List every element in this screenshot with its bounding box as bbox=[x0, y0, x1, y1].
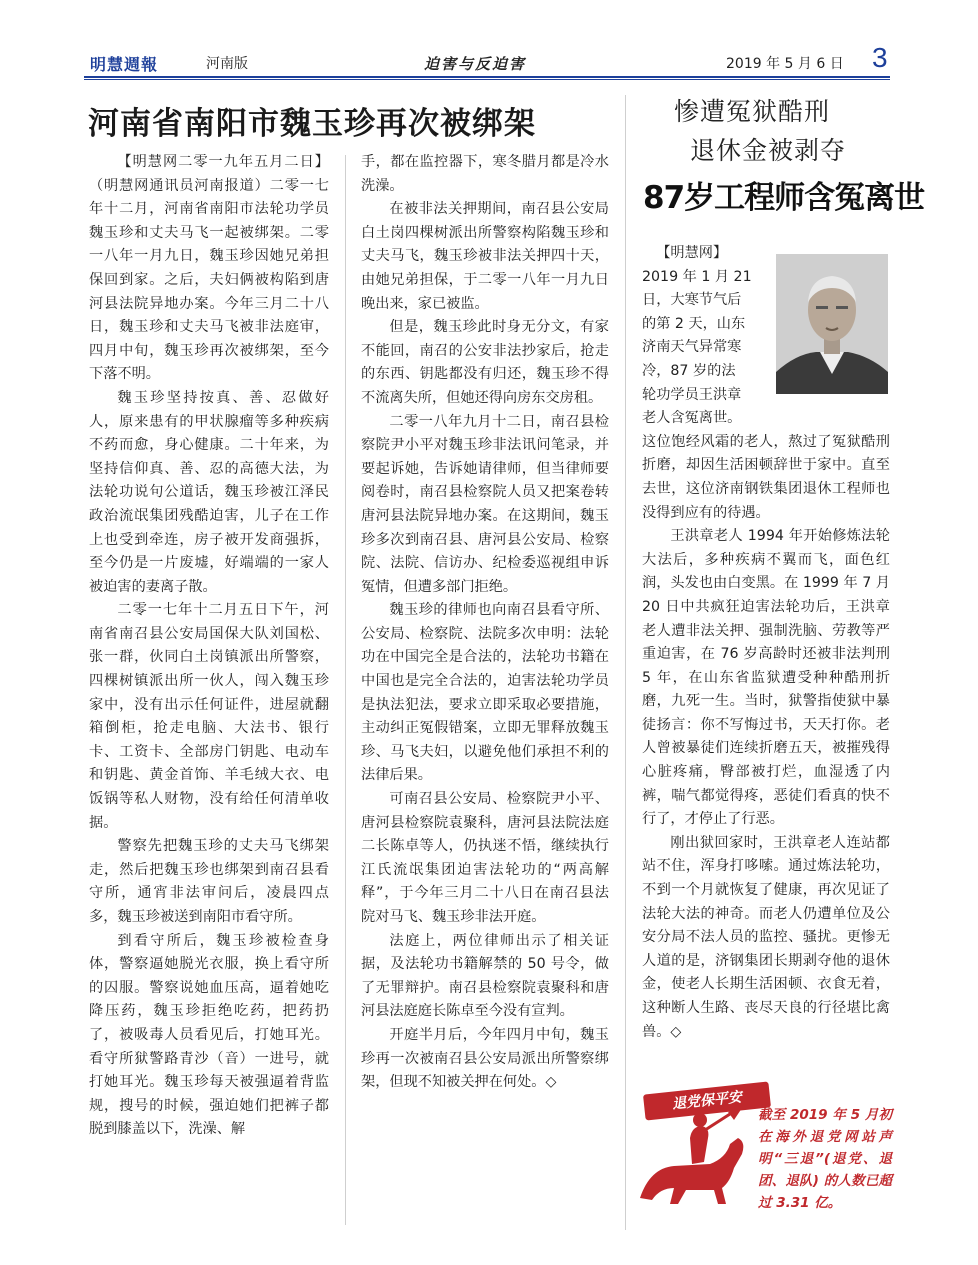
page-number: 3 bbox=[872, 42, 888, 73]
article-paragraph: 在被非法关押期间，南召县公安局白土岗四棵树派出所警察构陷魏玉珍和丈夫马飞，魏玉珍被非法关押四十天，由她兄弟担保，于二零一八年一月九日晚出来，家已被监。 bbox=[361, 201, 609, 312]
text-line: 日，大寒节气后 bbox=[642, 292, 742, 309]
article-paragraph: 二零一八年九月十二日，南召县检察院尹小平对魏玉珍非法讯问笔录，并要起诉她，告诉她请律师，但当律师要阅卷时，南召县检察院人员又把案卷转唐河县法院异地办案。在这期间，魏玉珍多次到南召县、唐河县公安局、检察院、法院、信访办、纪检委巡视组申诉冤情，但遭多部门拒绝。 bbox=[361, 413, 609, 595]
article-paragraph: 魏玉珍的律师也向南召县看守所、公安局、检察院、法院多次申明：法轮功在中国完全是合法的，法轮功书籍在中国也是完全合法的，迫害法轮功学员是执法犯法，要求立即采取必要措施，主动纠正冤假错案，立即无罪释放魏玉珍、马飞夫妇，以避免他们承担不利的法律后果。 bbox=[361, 602, 609, 784]
article-paragraph: 魏玉珍坚持按真、善、忍做好人，原来患有的甲状腺瘤等多种疾病不药而愈，身心健康。二十年来，为坚持信仰真、善、忍的高德大法，为法轮功说句公道话，魏玉珍被江泽民政治流氓集团残酷迫害，儿子在工作上也受到牵连，房子被开发商强拆，至今仍是一片废墟，好端端的一家人被迫害的妻离子散。 bbox=[89, 389, 329, 595]
text-line: 【明慧网】 bbox=[656, 245, 728, 261]
masthead bbox=[84, 44, 890, 74]
article-paragraph: 开庭半月后，今年四月中旬，魏玉珍再一次被南召县公安局派出所警察绑架，但现不知被关押在何处。◇ bbox=[361, 1026, 609, 1091]
text-line: 的第 2 天，山东 bbox=[642, 315, 746, 332]
text-line: 老人含冤离世。 bbox=[642, 410, 742, 427]
article-paragraph: 警察先把魏玉珍的丈夫马飞绑架走，然后把魏玉珍也绑架到南召县看守所，通宵非法审问后，凌晨四点多，魏玉珍被送到南阳市看守所。 bbox=[89, 838, 329, 925]
column-divider bbox=[625, 95, 626, 1230]
masthead-divider bbox=[84, 76, 890, 78]
side-article-body bbox=[642, 242, 890, 1044]
main-article-column-2 bbox=[361, 151, 609, 1095]
article-paragraph: 到看守所后，魏玉珍被检查身体，警察逼她脱光衣服，换上看守所的囚服。警察说她血压高，逼着她吃降压药，魏玉珍拒绝吃药，把药扔了，被吸毒人员看见后，打她耳光。看守所狱警路青沙（音）一进号，就打她耳光。魏玉珍每天被强逼着背监规，搜号的时候，强迫她们把裤子都脱到膝盖以下，洗澡、解 bbox=[89, 932, 329, 1138]
column-divider bbox=[345, 155, 346, 1225]
promo-text: 截至 2019 年 5 月初在海外退党网站声明“三退”(退党、退团、退队) 的人数已超过 3.31 亿。 bbox=[758, 1107, 892, 1211]
article-paragraph: 但是，魏玉珍此时身无分文，有家不能回，南召的公安非法抄家后，抢走的东西、钥匙都没有归还，魏玉珍不得不流离失所，但她还得向房东交房租。 bbox=[361, 319, 609, 406]
text-line: 轮功学员王洪章 bbox=[642, 386, 742, 403]
side-article-headline-line-1: 惨遭冤狱酷刑 bbox=[674, 97, 831, 126]
article-paragraph: 法庭上，两位律师出示了相关证据，及法轮功书籍解禁的 50 号令，做了无罪辩护。南召县检察院袁聚科和唐河县法庭庭长陈卓至今没有宣判。 bbox=[361, 932, 609, 1020]
photo-wrapped-text bbox=[642, 242, 760, 431]
article-paragraph: 手，都在监控器下，寒冬腊月都是冷水洗澡。 bbox=[361, 154, 609, 194]
side-article-headline-main: 87岁工程师含冤离世 bbox=[643, 180, 925, 216]
edition-label: 河南版 bbox=[206, 56, 248, 72]
masthead-divider-thin bbox=[84, 79, 890, 80]
text-line: 冷，87 岁的法 bbox=[642, 362, 736, 379]
article-paragraph: 二零一七年十二月五日下午，河南省南召县公安局国保大队刘国松、张一群，伙同白土岗镇派出所警察，四棵树镇派出所一伙人，闯入魏玉珍家中，没有出示任何证件，进屋就翻箱倒柜，抢走电脑、大法书、银行卡、工资卡、全部房门钥匙、电动车和钥匙、黄金首饰、羊毛绒大衣、电饭锅等私人财物，没有给任何清单收据。 bbox=[89, 602, 329, 831]
main-article-column-1 bbox=[89, 151, 329, 1142]
horse-rider-icon bbox=[630, 1108, 770, 1208]
promo-banner: 退党保平安 bbox=[643, 1081, 771, 1120]
issue-date: 2019 年 5 月 6 日 bbox=[726, 56, 844, 72]
quit-party-promo bbox=[630, 1082, 892, 1210]
section-title: 迫害与反迫害 bbox=[424, 55, 527, 73]
paper-name: 明慧週報 bbox=[90, 55, 159, 74]
text-line: 2019 年 1 月 21 bbox=[642, 268, 752, 285]
side-article-headline-line-2: 退休金被剥夺 bbox=[690, 136, 847, 165]
text-line: 济南天气异常寒 bbox=[642, 339, 742, 356]
article-paragraph: 刚出狱回家时，王洪章老人连站都站不住，浑身打哆嗦。通过炼法轮功，不到一个月就恢复了健康，再次见证了法轮大法的神奇。而老人仍遭单位及公安分局不法人员的监控、骚扰。更惨无人道的是，济钢集团长期剥夺他的退休金，使老人长期生活困顿、衣食无着，这种断人生路、丧尽天良的行径堪比禽兽。◇ bbox=[642, 834, 890, 1040]
article-paragraph: 王洪章老人 1994 年开始修炼法轮大法后，多种疾病不翼而飞，面色红润，头发也由白变黑。在 1999 年 7 月 20 日中共疯狂迫害法轮功后，王洪章老人遭非法关押、强制洗脑、劳教等严重迫害，在 76 岁高龄时还被非法判刑 5 年，在山东省监狱遭受种种酷刑折磨，九死一生。当时，狱警指使狱中暴徒扬言：你不写悔过书，天天打你。老人曾被暴徒们连续折磨五天，被摧残得心脏疼痛，臀部被打烂，血湿透了内裤，喘气都觉得疼，恶徒们看真的快不行了，才停止了行恶。 bbox=[642, 528, 890, 828]
article-paragraph: 【明慧网二零一九年五月二日】（明慧网通讯员河南报道）二零一七年十二月，河南省南阳市法轮功学员魏玉珍和丈夫马飞一起被绑架。二零一八年一月九日，魏玉珍因她兄弟担保回到家。之后，夫妇俩被构陷到唐河县法院异地办案。今年三月二十八日，魏玉珍和丈夫马飞被非法庭审，四月中旬，魏玉珍再次被绑架，至今下落不明。 bbox=[89, 154, 329, 383]
article-paragraph: 这位饱经风霜的老人，熬过了冤狱酷刑折磨，却因生活困顿辞世于家中。直至去世，这位济南钢铁集团退休工程师也没得到应有的待遇。 bbox=[642, 433, 890, 521]
main-article-headline: 河南省南阳市魏玉珍再次被绑架 bbox=[88, 106, 536, 142]
article-paragraph: 可南召县公安局、检察院尹小平、唐河县检察院袁聚科，唐河县法院法庭二长陈卓等人，仍执迷不悟，继续执行江氏流氓集团迫害法轮功的“两高解释”，于今年三月二十八日在南召县法院对马飞、魏玉珍非法开庭。 bbox=[361, 791, 609, 925]
